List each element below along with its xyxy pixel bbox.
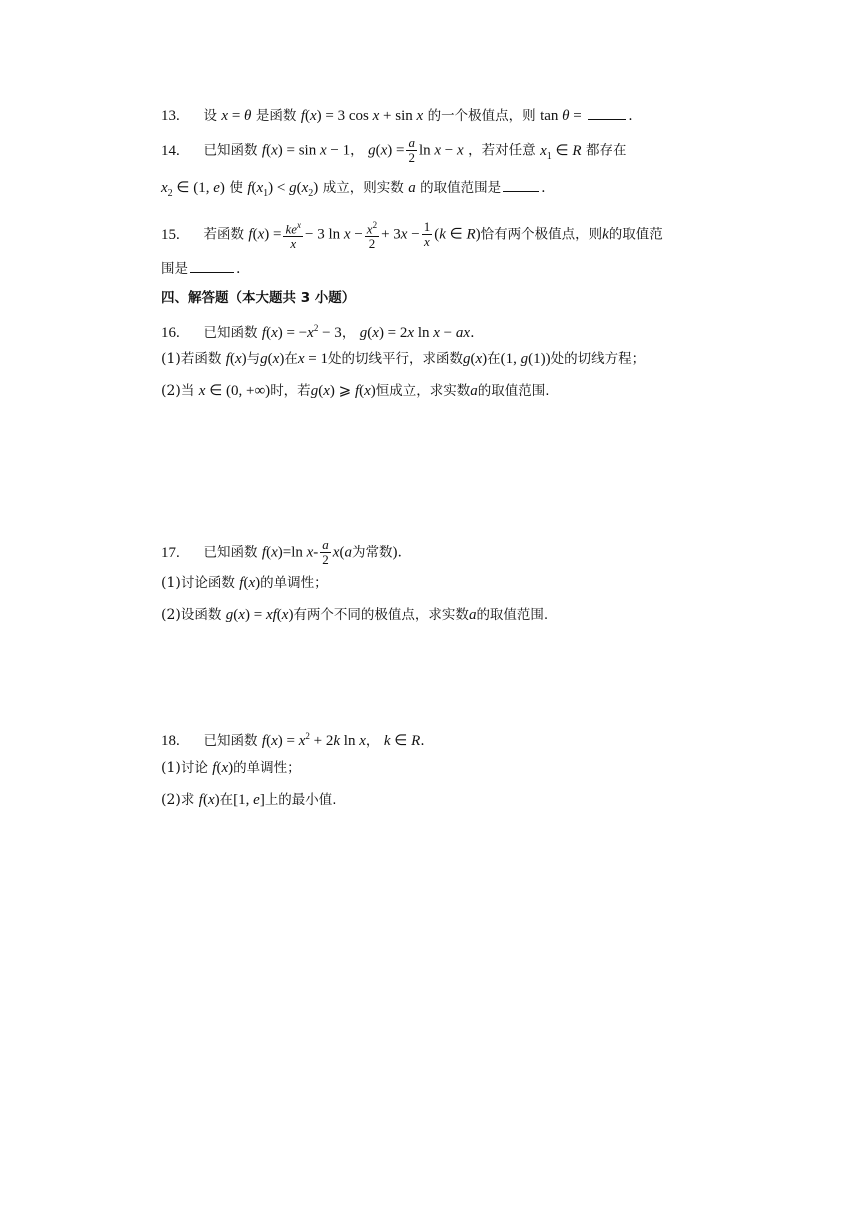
question-18: 18. 已知函数 $f(x) = x^2 + 2k$ ln x， k ∈ R. [161, 731, 425, 749]
fraction: $\frac{a}{2}$ [322, 537, 329, 567]
fraction: $\frac{ke^x}{x}$ [285, 220, 302, 252]
question-16-part-2: (2)当 x ∈ (0, +∞)时，若g(x) ⩾ f(x)恒成立，求实数a的取值范围. [161, 383, 550, 399]
question-number: 14. [161, 142, 180, 159]
question-16-part-1: (1)若函数 f(x)与g(x)在x = 1处的切线平行，求函数g(x)在(1, g(1))处的切线方程； [161, 351, 646, 367]
question-13: 13. 设 x = θ 是函数 f(x) = 3 cos x + sin x 的一个极值点，则 tan θ = . [161, 108, 633, 124]
fraction: $\frac{x^2}{2}$ [366, 220, 378, 252]
question-18-part-2: (2)求 f(x)在[1, e]上的最小值. [161, 792, 337, 808]
question-number: 17. [161, 544, 180, 561]
question-15: 15. 若函数 f(x) = $\frac{ke^x}{x}$ − 3 ln x − $\frac{x^2}{2}$ + 3x − $\frac{1}{x}$ (k ∈ R)恰有两个极值点，则k的取值范 [161, 219, 663, 252]
fraction: $\frac{a}{2}$ [408, 135, 415, 165]
question-17-part-2: (2)设函数 g(x) = xf(x)有两个不同的极值点，求实数a的取值范围. [161, 607, 549, 623]
question-14: 14. 已知函数 f(x) = sin x − 1， g(x) = $\frac{a}{2}$ ln x − x ，若对任意 $x_1$ ∈ R 都存在 [161, 135, 627, 165]
question-17-part-1: (1)讨论函数 f(x)的单调性； [161, 575, 328, 591]
question-number: 18. [161, 733, 180, 749]
question-16: 16. 已知函数 $f(x) = -x^2 - 3$， g(x) = 2x ln x − ax. [161, 323, 475, 341]
answer-blank [190, 260, 234, 273]
question-18-part-1: (1)讨论 f(x)的单调性； [161, 760, 301, 776]
question-number: 15. [161, 226, 180, 243]
question-14-continued: $x_2$ ∈ (1, e) 使 $f(x_1) < g(x_2)$ 成立，则实数 a 的取值范围是 . [161, 180, 546, 199]
answer-blank [588, 107, 626, 120]
question-number: 13. [161, 108, 180, 124]
question-15-continued: 围是 . [161, 261, 241, 277]
question-17: 17. 已知函数 f(x)=ln x- $\frac{a}{2}$ x(a为常数). [161, 537, 402, 567]
section-heading: 四、解答题（本大题共 3 小题） [161, 290, 356, 306]
answer-blank [503, 179, 539, 192]
fraction: $\frac{1}{x}$ [423, 219, 431, 250]
question-number: 16. [161, 325, 180, 341]
